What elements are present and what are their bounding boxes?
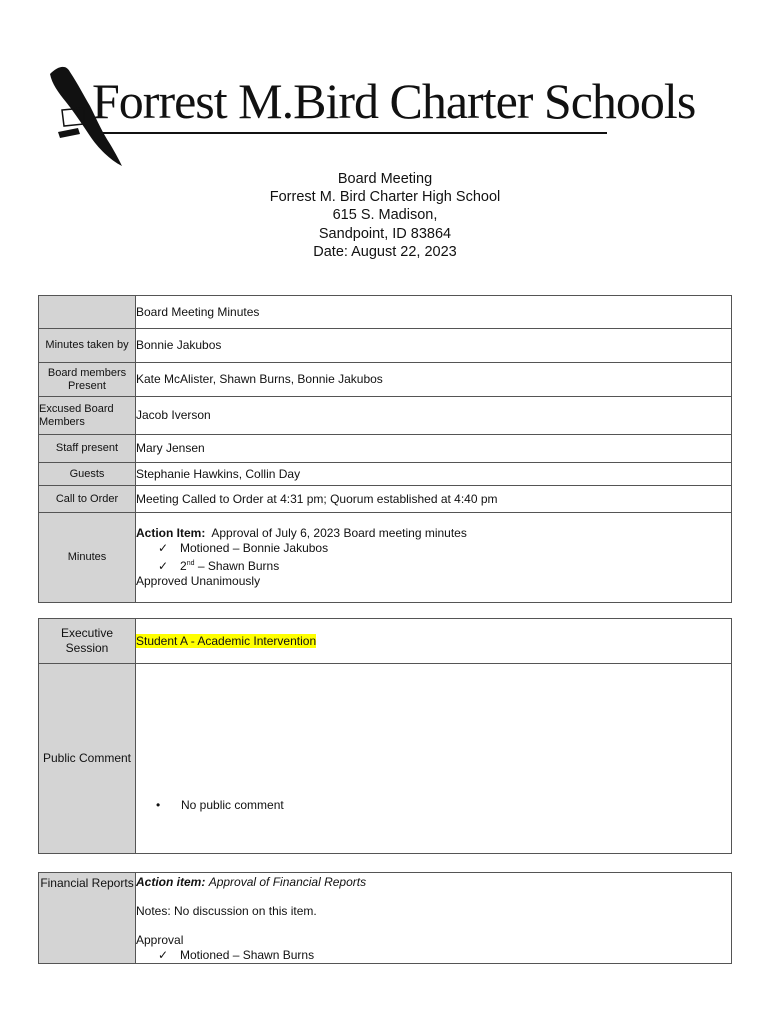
table-row — [39, 463, 732, 486]
table-row — [39, 873, 732, 964]
second-suffix: nd — [186, 560, 195, 567]
header-line-school: Forrest M. Bird Charter High School — [269, 189, 501, 206]
row-label: Guests — [39, 463, 136, 486]
highlighted-text: Student A - Academic Intervention — [136, 633, 317, 648]
row-label: Executive Session — [39, 619, 136, 664]
table-row — [39, 296, 732, 329]
row-value: Jacob Iverson — [136, 397, 732, 435]
notes-text: Notes: No discussion on this item. — [136, 904, 317, 918]
header-line-street: 615 S. Madison, — [332, 207, 438, 224]
table-title: Board Meeting Minutes — [136, 296, 732, 329]
table-row — [39, 513, 732, 603]
row-value: Kate McAlister, Shawn Burns, Bonnie Jakubos — [136, 363, 732, 397]
action-item-text: Approval of Financial Reports — [208, 875, 367, 889]
row-value: Meeting Called to Order at 4:31 pm; Quorum established at 4:40 pm — [136, 486, 732, 513]
second-text: – Shawn Burns — [194, 559, 280, 573]
row-label: Financial Reports — [39, 873, 136, 964]
second-number: 2 — [180, 559, 187, 573]
row-label: Call to Order — [39, 486, 136, 513]
row-value: Bonnie Jakubos — [136, 329, 732, 363]
action-item-text: Approval of July 6, 2023 Board meeting minutes — [211, 526, 467, 540]
checkmark-icon: ✓ — [158, 559, 169, 573]
table-row — [39, 435, 732, 463]
table-row — [39, 664, 732, 854]
table-row — [39, 363, 732, 397]
approval-label: Approval — [136, 933, 184, 947]
row-label: Minutes taken by — [39, 329, 136, 363]
row-label: Minutes — [39, 513, 136, 603]
blank-label-cell — [39, 296, 136, 329]
action-item-label: Action Item: — [136, 526, 206, 540]
row-value — [136, 664, 732, 854]
table-row — [39, 619, 732, 664]
bullet-text: No public comment — [181, 798, 284, 812]
minutes-info-table — [38, 295, 732, 603]
checkmark-icon: ✓ — [158, 541, 169, 555]
row-label: Public Comment — [39, 664, 136, 854]
bullet-icon: • — [156, 798, 161, 812]
row-value: Mary Jensen — [136, 435, 732, 463]
header-line-title: Board Meeting — [337, 171, 433, 187]
motion-text: Motioned – Bonnie Jakubos — [180, 541, 329, 555]
approval-result: Approved Unanimously — [136, 574, 261, 588]
header-line-city: Sandpoint, ID 83864 — [318, 225, 452, 242]
row-label: Board members Present — [39, 363, 136, 397]
row-value — [136, 619, 732, 664]
action-item-label: Action item: — [136, 875, 206, 889]
financial-content — [136, 873, 732, 964]
financial-table — [38, 872, 732, 964]
checkmark-icon: ✓ — [158, 948, 169, 962]
table-row — [39, 397, 732, 435]
session-table — [38, 618, 732, 854]
table-row — [39, 329, 732, 363]
minutes-content — [136, 513, 732, 603]
meeting-header — [0, 170, 770, 261]
row-label: Staff present — [39, 435, 136, 463]
motion-text: Motioned – Shawn Burns — [180, 948, 315, 962]
logo-underline — [95, 132, 607, 134]
row-value: Stephanie Hawkins, Collin Day — [136, 463, 732, 486]
table-row — [39, 486, 732, 513]
row-label: Excused Board Members — [39, 397, 136, 435]
logo-wordmark: Forrest M.Bird Charter Schools — [92, 73, 696, 129]
header-line-date: Date: August 22, 2023 — [313, 243, 457, 260]
